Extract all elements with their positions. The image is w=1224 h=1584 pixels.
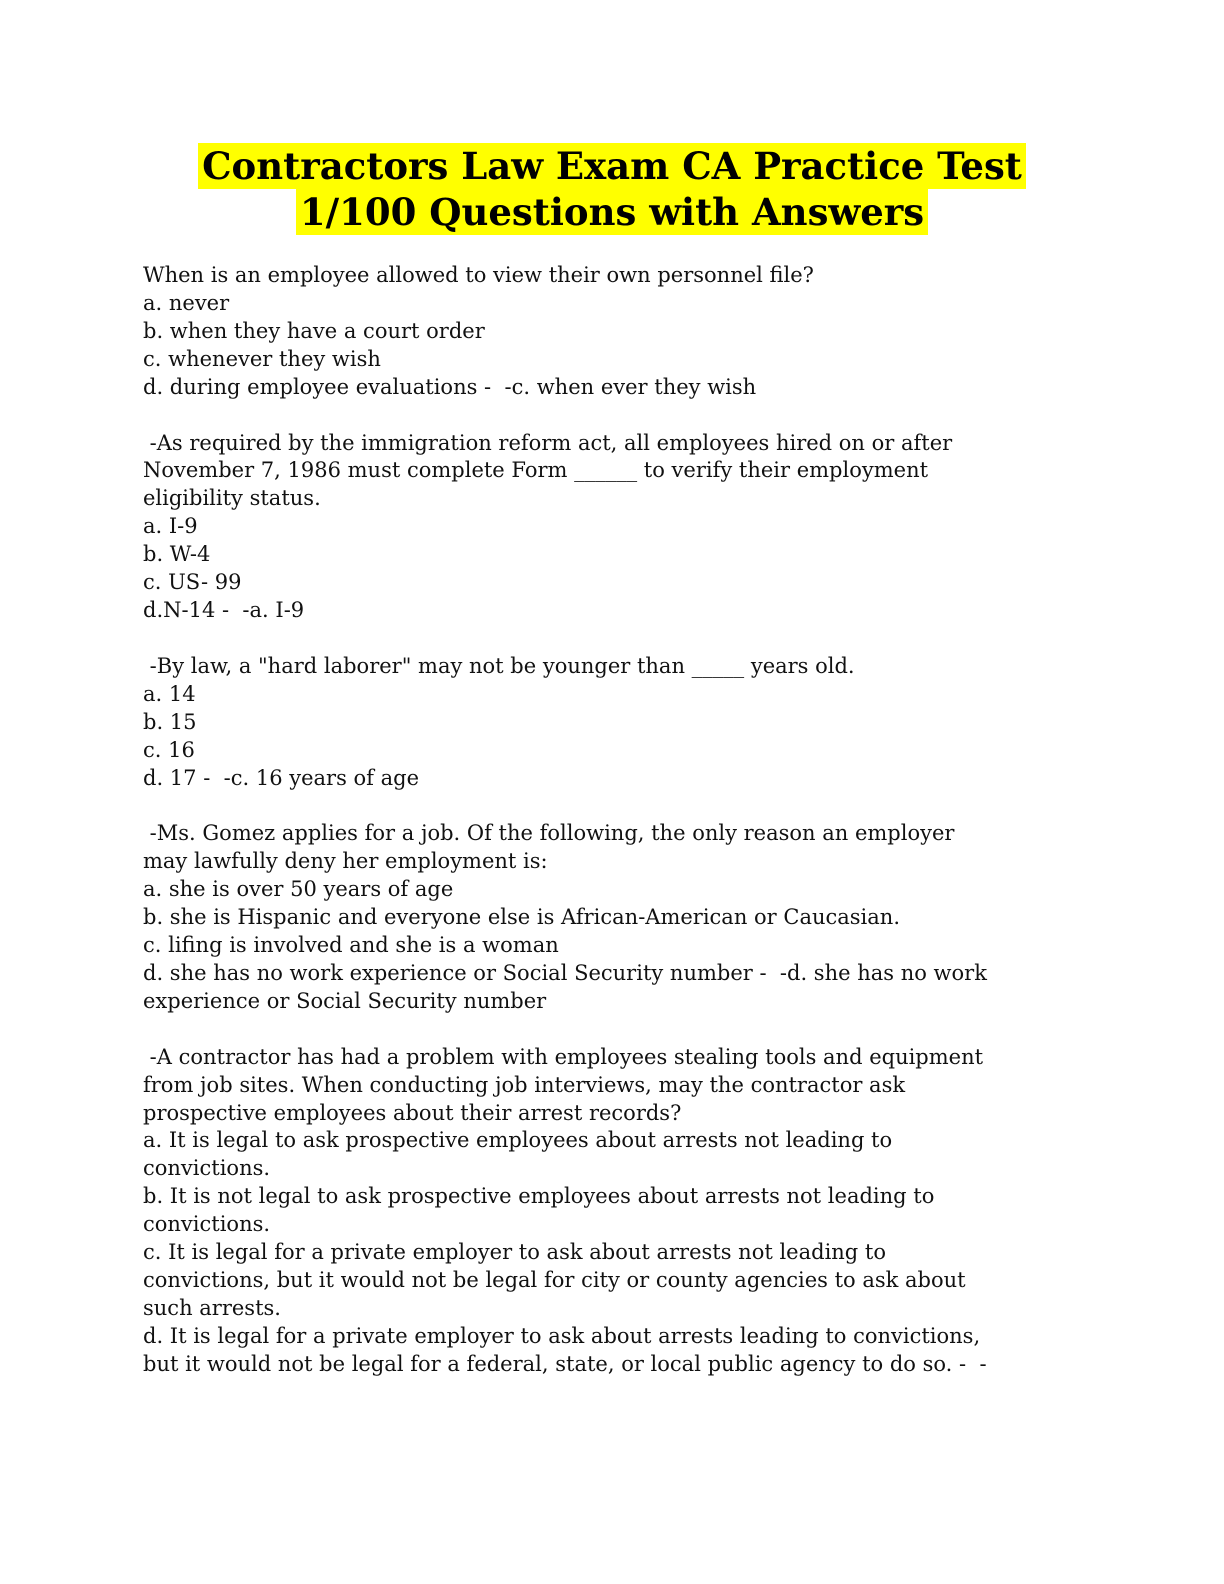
question-item (143, 820, 1103, 1015)
answer-option: such arrests. (143, 1295, 281, 1320)
answer-option: d. during employee evaluations - -c. when ever they wish (143, 374, 757, 399)
question-text: prospective employees about their arrest records? (143, 1100, 682, 1125)
document-title (0, 143, 1224, 235)
answer-option: b. she is Hispanic and everyone else is African-American or Caucasian. (143, 905, 900, 930)
answer-option: convictions, but it would not be legal for city or county agencies to ask about (143, 1268, 966, 1292)
question-text: -By law, a "hard laborer" may not be younger than _____ years old. (143, 653, 855, 678)
answer-option: a. It is legal to ask prospective employees about arrests not leading to (143, 1128, 893, 1153)
answer-option: d. 17 - -c. 16 years of age (143, 765, 420, 790)
answer-option: d.N-14 - -a. I-9 (143, 597, 305, 622)
answer-option: a. 14 (143, 681, 196, 706)
question-text: When is an employee allowed to view their own personnel file? (143, 263, 814, 287)
question-text: from job sites. When conducting job interviews, may the contractor ask (143, 1072, 906, 1097)
question-text: -Ms. Gomez applies for a job. Of the following, the only reason an employer (143, 821, 955, 846)
answer-option: b. 15 (143, 709, 197, 734)
answer-option: d. she has no work experience or Social Security number - -d. she has no work (143, 960, 987, 985)
answer-option: a. she is over 50 years of age (143, 877, 454, 902)
question-text: -A contractor has had a problem with employees stealing tools and equipment (143, 1044, 984, 1069)
question-list (143, 262, 1103, 1407)
answer-option: d. It is legal for a private employer to ask about arrests leading to convictions, (143, 1323, 981, 1348)
question-text: -As required by the immigration reform act, all employees hired on or after (143, 430, 953, 455)
answer-option: c. It is legal for a private employer to ask about arrests not leading to (143, 1240, 887, 1265)
answer-option: but it would not be legal for a federal, state, or local public agency to do so. - - (143, 1351, 987, 1376)
answer-option: convictions. (143, 1212, 271, 1237)
answer-option: a. I-9 (143, 514, 198, 539)
answer-option: b. It is not legal to ask prospective employees about arrests not leading to (143, 1184, 935, 1209)
question-item (143, 1044, 1103, 1379)
answer-option: b. W-4 (143, 542, 211, 567)
question-item (143, 653, 1103, 793)
answer-option: c. US- 99 (143, 570, 242, 595)
answer-option: a. never (143, 290, 230, 315)
question-text: may lawfully deny her employment is: (143, 849, 548, 874)
answer-option: convictions. (143, 1156, 271, 1181)
answer-option: c. 16 (143, 737, 195, 762)
answer-option: c. lifing is involved and she is a woman (143, 933, 559, 958)
answer-option: c. whenever they wish (143, 346, 381, 371)
question-text: November 7, 1986 must complete Form ______ to verify their employment (143, 458, 929, 483)
question-text: eligibility status. (143, 486, 321, 511)
answer-option: experience or Social Security number (143, 988, 547, 1013)
question-item (143, 430, 1103, 625)
title-line-2: 1/100 Questions with Answers (296, 189, 928, 235)
answer-option: b. when they have a court order (143, 318, 485, 343)
question-item (143, 262, 1103, 402)
title-line-1: Contractors Law Exam CA Practice Test (198, 143, 1026, 189)
